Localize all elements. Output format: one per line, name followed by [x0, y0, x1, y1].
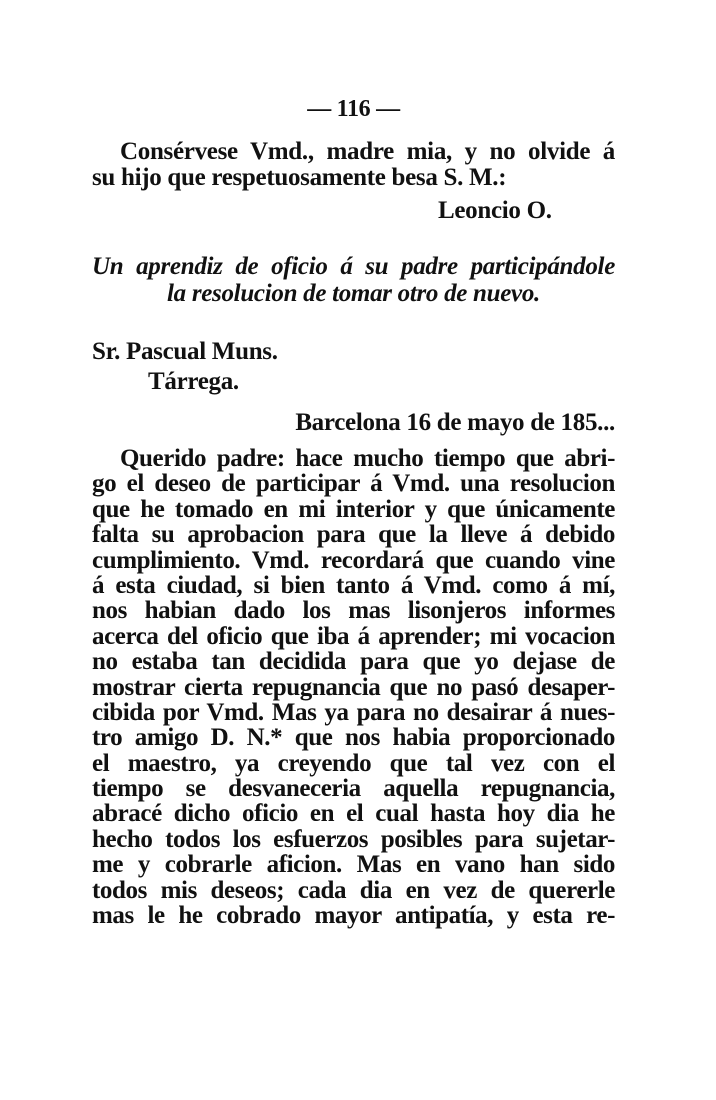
body-line: hecho todos los esfuerzos posibles para sujetar- — [92, 825, 615, 853]
body-line: Querido padre: hace mucho tiempo que abri- — [120, 445, 615, 472]
heading-line-1: Un aprendiz de oficio á su padre participándole — [92, 253, 615, 280]
letter-body — [92, 446, 615, 928]
body-line: abracé dicho oficio en el cual hasta hoy dia he — [92, 800, 615, 828]
body-line: me y cobrarle aficion. Mas en vano han sido — [92, 851, 615, 879]
closing-line-1: Consérvese Vmd., madre mia, y no olvide á — [120, 138, 615, 165]
body-line: á esta ciudad, si bien tanto á Vmd. como á mí, — [92, 571, 615, 599]
body-line: no estaba tan decidida para que yo dejase de — [92, 648, 615, 676]
recipient-place: Tárrega. — [148, 368, 239, 395]
date-line: Barcelona 16 de mayo de 185... — [295, 409, 615, 436]
body-line: falta su aprobacion para que la lleve á debido — [92, 521, 615, 549]
signature: Leoncio O. — [438, 197, 552, 224]
body-line: que he tomado en mi interior y que únicamente — [92, 495, 615, 523]
body-line: nos habian dado los mas lisonjeros informes — [92, 597, 615, 625]
body-line: tro amigo D. N.* que nos habia proporcionado — [92, 724, 615, 752]
heading-line-2: la resolucion de tomar otro de nuevo. — [167, 280, 540, 307]
page-number: — 116 — — [307, 96, 400, 122]
body-line: mostrar cierta repugnancia que no pasó desaper- — [92, 673, 615, 701]
closing-line-2: su hijo que respetuosamente besa S. M.: — [92, 164, 507, 191]
body-line: mas le he cobrado mayor antipatía, y esta re- — [92, 902, 615, 930]
body-line: el maestro, ya creyendo que tal vez con el — [92, 749, 615, 777]
body-line: todos mis deseos; cada dia en vez de quererle — [92, 876, 615, 904]
recipient: Sr. Pascual Muns. — [92, 338, 278, 365]
body-line: cibida por Vmd. Mas ya para no desairar á nues- — [92, 698, 615, 726]
body-line: acerca del oficio que iba á aprender; mi vocacion — [92, 622, 615, 650]
body-line: go el deseo de participar á Vmd. una resolucion — [92, 470, 615, 498]
body-line: cumplimiento. Vmd. recordará que cuando vine — [92, 546, 615, 574]
body-line: tiempo se desvaneceria aquella repugnancia, — [92, 775, 615, 803]
